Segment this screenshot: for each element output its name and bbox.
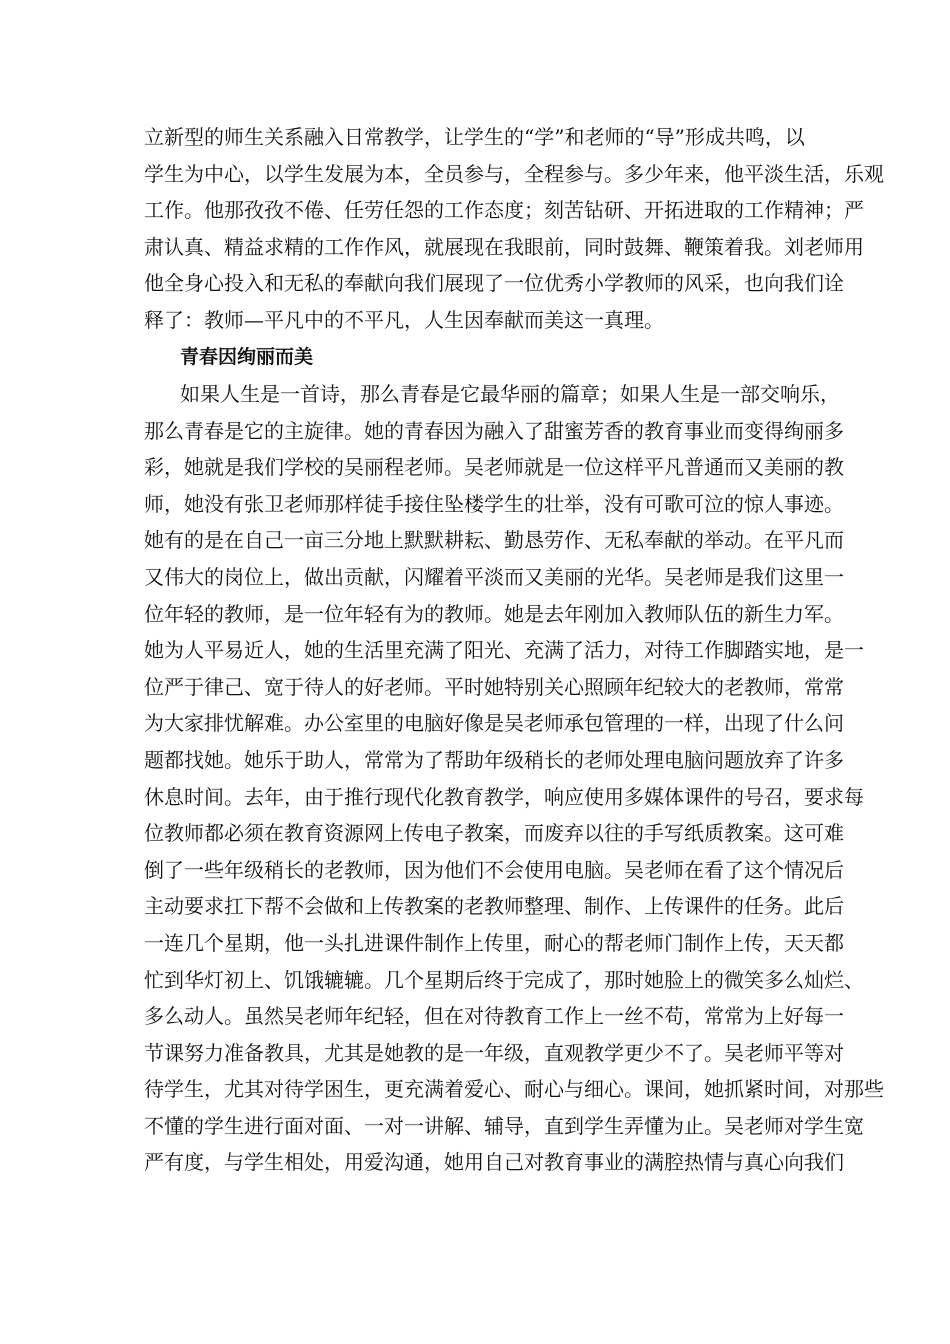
paragraph-line: 忙到华灯初上、饥饿辘辘。几个星期后终于完成了，那时她脸上的微笑多么灿烂、 [144,967,864,992]
paragraph-line: 位严于律己、宽于待人的好老师。平时她特别关心照顾年纪较大的老教师，常常 [144,674,844,699]
paragraph-line: 肃认真、精益求精的工作作风，就展现在我眼前，同时鼓舞、鞭策着我。刘老师用 [144,234,864,259]
paragraph-line: 又伟大的岗位上，做出贡献，闪耀着平淡而又美丽的光华。吴老师是我们这里一 [144,564,844,589]
paragraph-line: 位教师都必须在教育资源网上传电子教案，而废弃以往的手写纸质教案。这可难 [144,821,844,846]
paragraph-line: 一连几个星期，他一头扎进课件制作上传里，耐心的帮老师门制作上传，天天都 [144,930,844,955]
paragraph-line: 师，她没有张卫老师那样徒手接住坠楼学生的壮举，没有可歌可泣的惊人事迹。 [144,491,844,516]
paragraph-line: 待学生，尤其对待学困生，更充满着爱心、耐心与细心。课间，她抓紧时间，对那些 [144,1077,884,1102]
paragraph-line: 她为人平易近人，她的生活里充满了阳光、充满了活力，对待工作脚踏实地，是一 [144,638,864,663]
paragraph-line: 倒了一些年级稍长的老教师，因为他们不会使用电脑。吴老师在看了这个情况后 [144,857,844,882]
paragraph-line: 她有的是在自己一亩三分地上默默耕耘、勤恳劳作、无私奉献的举动。在平凡而 [144,528,844,553]
paragraph-line: 学生为中心，以学生发展为本，全员参与，全程参与。多少年来，他平淡生活，乐观 [144,161,884,186]
paragraph-line: 题都找她。她乐于助人，常常为了帮助年级稍长的老师处理电脑问题放弃了许多 [144,747,844,772]
paragraph-line: 主动要求扛下帮不会做和上传教案的老教师整理、制作、上传课件的任务。此后 [144,894,844,919]
paragraph-line: 严有度，与学生相处，用爱沟通，她用自己对教育事业的满腔热情与真心向我们 [144,1150,844,1175]
paragraph-2 [144,376,884,1181]
paragraph-line: 那么青春是它的主旋律。她的青春因为融入了甜蜜芳香的教育事业而变得绚丽多 [144,418,844,443]
paragraph-line: 位年轻的教师，是一位年轻有为的教师。她是去年刚加入教师队伍的新生力军。 [144,601,844,626]
section-heading: 青春因绚丽而美 [180,346,314,368]
paragraph-line: 节课努力准备教具，尤其是她教的是一年级，直观教学更少不了。吴老师平等对 [144,1040,844,1065]
paragraph-line: 如果人生是一首诗，那么青春是它最华丽的篇章；如果人生是一部交响乐， [180,382,840,406]
paragraph-line: 彩，她就是我们学校的吴丽程老师。吴老师就是一位这样平凡普通而又美丽的教 [144,455,844,480]
paragraph-line: 休息时间。去年，由于推行现代化教育教学，响应使用多媒体课件的号召，要求每 [144,784,864,809]
paragraph-line: 立新型的师生关系融入日常教学，让学生的“学”和老师的“导”形成共鸣，以 [144,125,805,149]
paragraph-line: 他全身心投入和无私的奉献向我们展现了一位优秀小学教师的风采，也向我们诠 [144,271,844,296]
paragraph-line: 多么动人。虽然吴老师年纪轻，但在对待教育工作上一丝不苟，常常为上好每一 [144,1004,844,1029]
paragraph-line: 为大家排忧解难。办公室里的电脑好像是吴老师承包管理的一样，出现了什么问 [144,711,844,736]
paragraph-line: 工作。他那孜孜不倦、任劳任怨的工作态度；刻苦钻研、开拓进取的工作精神；严 [144,198,864,223]
paragraph-line: 不懂的学生进行面对面、一对一讲解、辅导，直到学生弄懂为止。吴老师对学生宽 [144,1113,864,1138]
paragraph-line: 释了：教师—平凡中的不平凡，人生因奉献而美这一真理。 [144,307,664,332]
paragraph-1 [144,119,884,339]
section-heading-container [144,339,808,376]
